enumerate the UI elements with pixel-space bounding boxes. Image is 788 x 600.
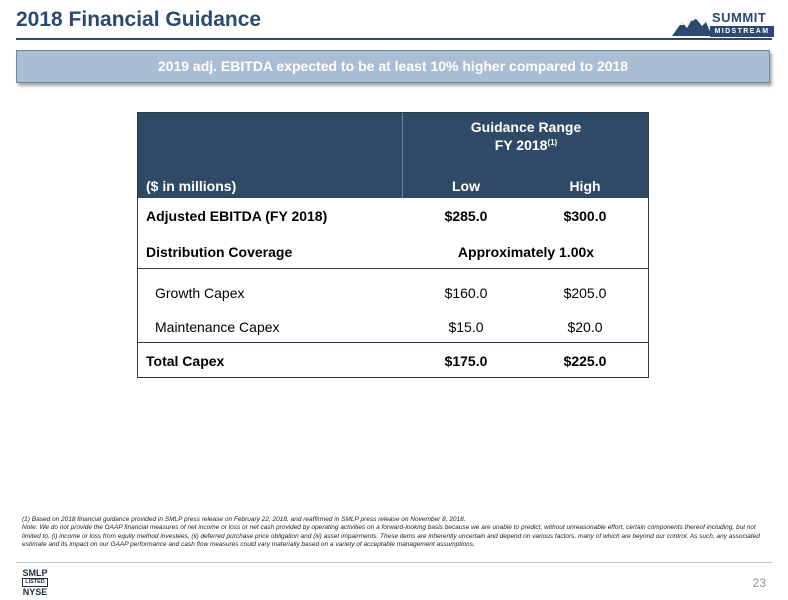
mountain-icon — [672, 12, 712, 36]
row-label: Distribution Coverage — [146, 244, 293, 260]
row-label: Total Capex — [146, 353, 225, 369]
footnote-note: Note: We do not provide the GAAP financial measures of net income or loss or net cash provided by operating activities on a forward-looking basis because we are unable to predict, without unreasonable effort, certain components thereof including, but not limited to, (i) income or loss from equity method investees, (ii) deferred purchase price obligation and (iii) asset impairments. These items are inherently uncertain and depend on various factors, many of which are beyond our control. As such, any associated estimate and its impact on our GAAP performance and cash flow measures could vary materially based on a variety of acceptable management assumptions. — [22, 524, 760, 549]
low-value: $160.0 — [444, 285, 488, 301]
table-row-growth-capex — [138, 281, 648, 305]
high-value: $205.0 — [563, 285, 607, 301]
title-divider — [16, 38, 772, 40]
logo-word-summit: SUMMIT — [712, 10, 767, 25]
guidance-range-label: Guidance Range — [470, 119, 582, 135]
headline-banner: 2019 adj. EBITDA expected to be at least 10% higher compared to 2018 — [16, 50, 770, 83]
units-label: ($ in millions) — [146, 178, 237, 194]
footnote-block — [22, 516, 762, 550]
column-header-high: High — [569, 178, 601, 194]
footnote-ref: (1) — [547, 138, 558, 147]
header-divider — [402, 113, 403, 198]
high-value: $20.0 — [567, 319, 603, 335]
ticker-listed: LISTED — [22, 578, 48, 587]
low-value: $175.0 — [444, 353, 488, 369]
fiscal-year-label — [404, 137, 648, 153]
fiscal-year-text: FY 2018 — [494, 137, 548, 153]
ticker-symbol: SMLP — [22, 568, 48, 578]
coverage-value: Approximately 1.00x — [457, 244, 595, 260]
footnote-1: (1) Based on 2018 financial guidance provided in SMLP press release on February 22, 2018, and reaffirmed in SMLP press release on November 8, 2018. — [22, 516, 466, 523]
low-value: $15.0 — [448, 319, 484, 335]
nyse-ticker-badge — [18, 568, 52, 597]
logo-word-midstream: MIDSTREAM — [710, 26, 774, 37]
table-row-adjusted-ebitda — [138, 204, 648, 228]
high-value: $225.0 — [563, 353, 607, 369]
high-value: $300.0 — [563, 208, 607, 224]
row-label: Growth Capex — [155, 285, 245, 301]
page-number: 23 — [752, 576, 766, 590]
column-header-low: Low — [452, 178, 480, 194]
row-label: Adjusted EBITDA (FY 2018) — [146, 208, 328, 224]
row-divider — [138, 342, 648, 343]
row-divider — [138, 268, 648, 269]
table-row-maintenance-capex — [138, 315, 648, 339]
guidance-table — [137, 112, 649, 378]
low-value: $285.0 — [444, 208, 488, 224]
page-title: 2018 Financial Guidance — [16, 8, 262, 31]
table-row-distribution-coverage — [138, 240, 648, 264]
table-header — [138, 113, 648, 198]
ticker-exchange: NYSE — [22, 587, 48, 597]
row-label: Maintenance Capex — [155, 319, 280, 335]
table-row-total-capex — [138, 349, 648, 373]
company-logo — [672, 8, 776, 38]
footer-divider — [16, 562, 772, 563]
